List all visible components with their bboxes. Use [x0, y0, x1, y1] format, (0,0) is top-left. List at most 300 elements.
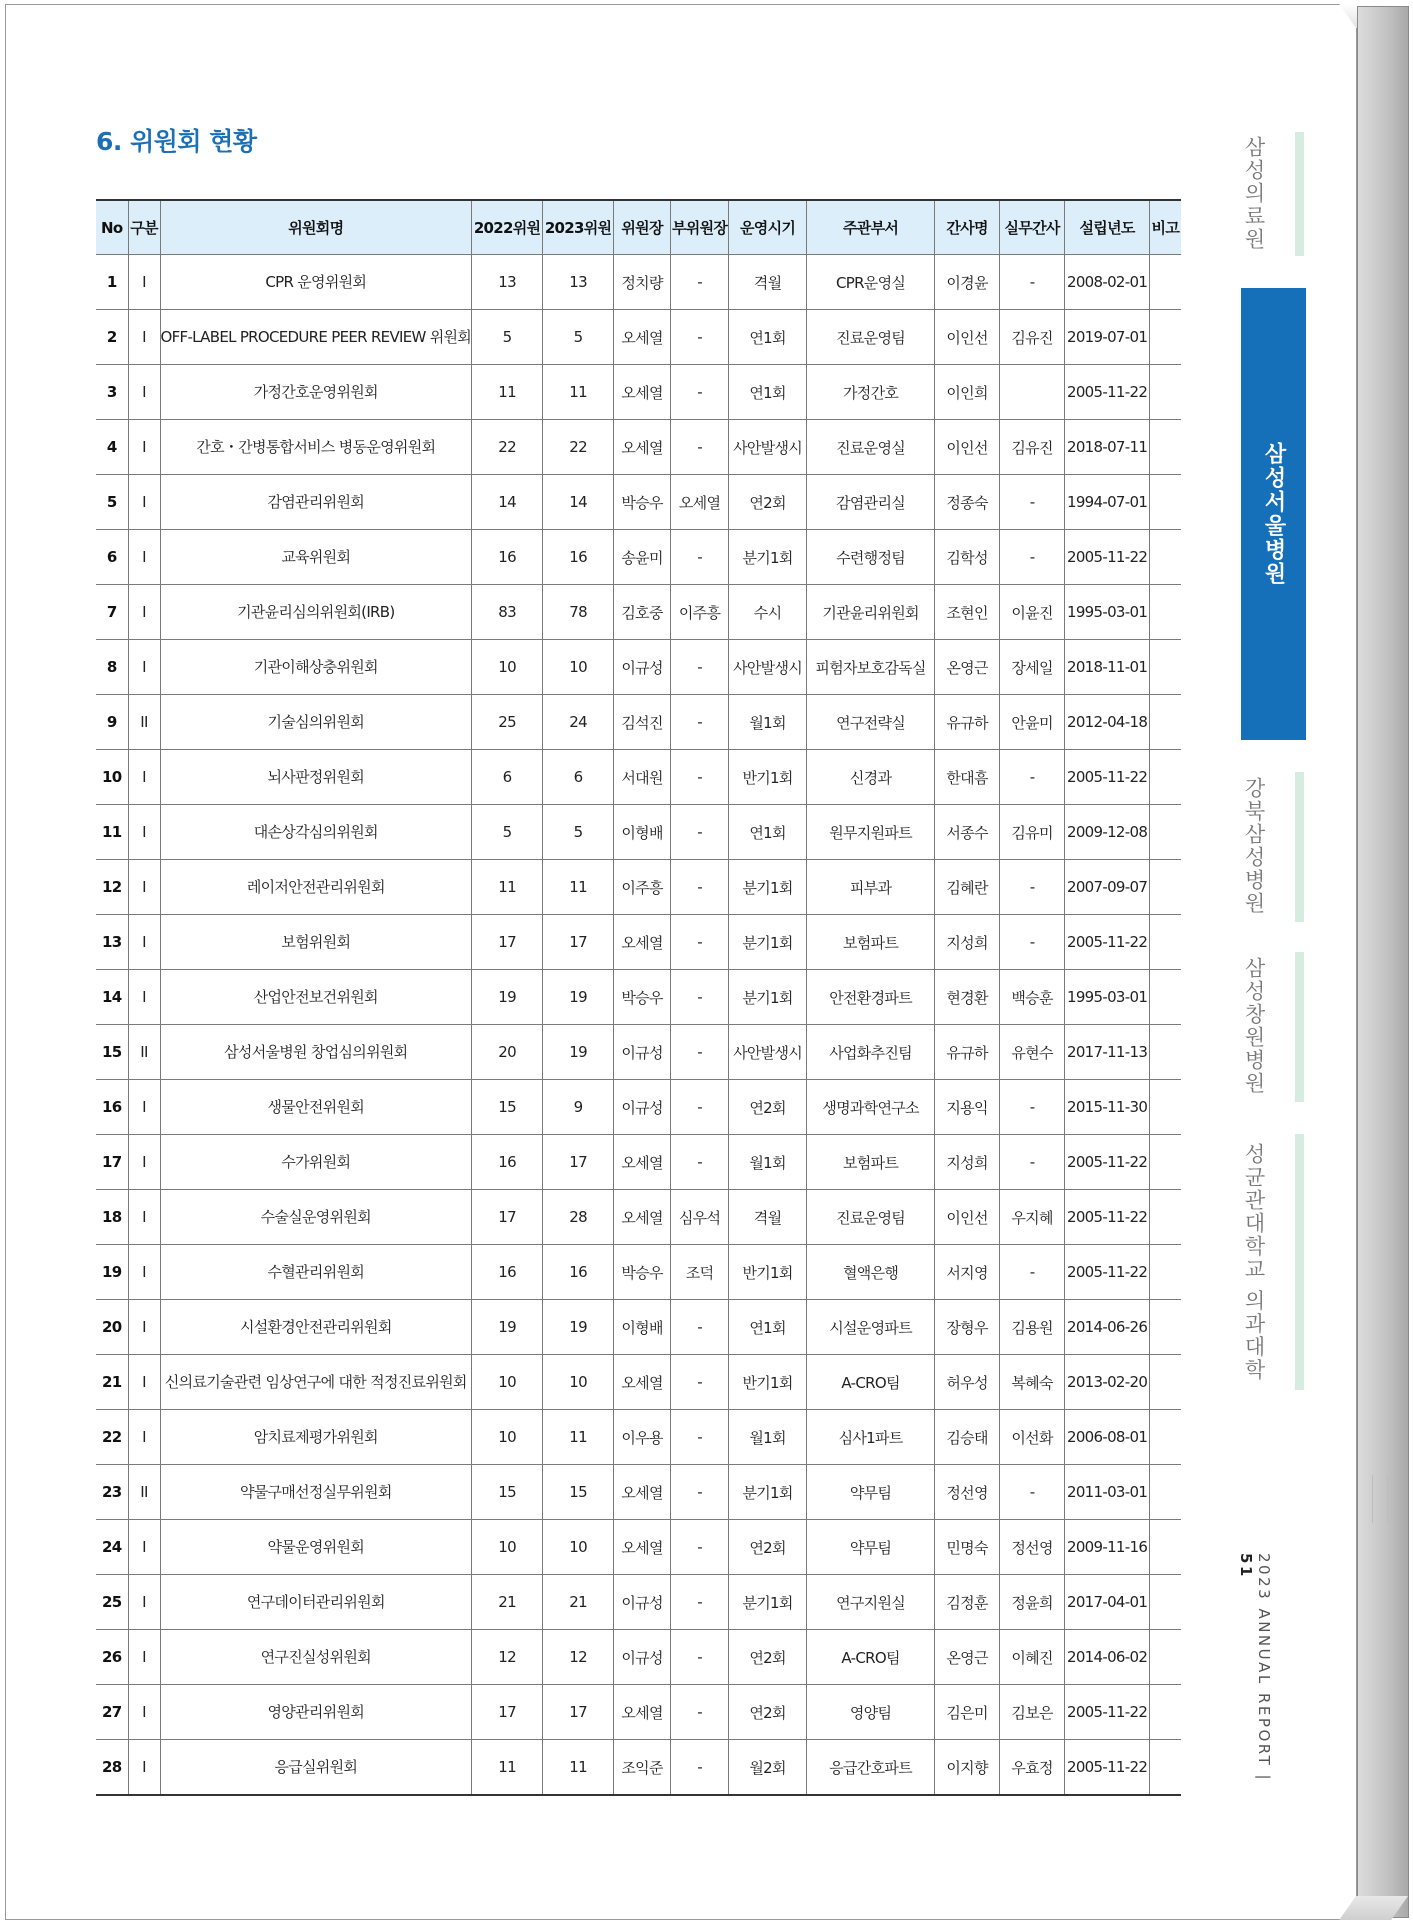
cell-committee-name: 신의료기술관련 임상연구에 대한 적정진료위원회: [160, 1355, 472, 1410]
cell-chair: 김석진: [614, 695, 671, 750]
cell-established: 2005-11-22: [1065, 915, 1150, 970]
cell-committee-name: 수혈관리위원회: [160, 1245, 472, 1300]
cell-department: 응급간호파트: [807, 1740, 935, 1796]
cell-members-2023: 9: [543, 1080, 614, 1135]
cell-no: 26: [96, 1630, 128, 1685]
cell-established: 2007-09-07: [1065, 860, 1150, 915]
cell-members-2023: 17: [543, 1135, 614, 1190]
cell-vice-chair: -: [671, 1080, 729, 1135]
cell-department: 보험파트: [807, 1135, 935, 1190]
header-committee-name: 위원회명: [160, 200, 472, 255]
cell-no: 27: [96, 1685, 128, 1740]
cell-members-2022: 12: [472, 1630, 543, 1685]
cell-department: 약무팀: [807, 1520, 935, 1575]
table-row: [96, 1575, 1181, 1630]
table-row: [96, 1190, 1181, 1245]
cell-chair: 이우용: [614, 1410, 671, 1465]
cell-no: 16: [96, 1080, 128, 1135]
cell-members-2022: 17: [472, 1190, 543, 1245]
table-row: [96, 475, 1181, 530]
table-row: [96, 1630, 1181, 1685]
cell-members-2022: 22: [472, 420, 543, 475]
cell-established: 2015-11-30: [1065, 1080, 1150, 1135]
cell-remarks: [1150, 915, 1181, 970]
cell-members-2023: 16: [543, 1245, 614, 1300]
table-row: [96, 585, 1181, 640]
cell-chair: 박승우: [614, 970, 671, 1025]
cell-working-secretary: -: [1000, 1465, 1065, 1520]
cell-established: 2009-11-16: [1065, 1520, 1150, 1575]
cell-schedule: 사안발생시: [729, 1025, 807, 1080]
cell-secretary: 허우성: [935, 1355, 1000, 1410]
cell-vice-chair: -: [671, 1300, 729, 1355]
cell-secretary: 이경윤: [935, 255, 1000, 310]
cell-category: I: [128, 1355, 160, 1410]
cell-established: 2005-11-22: [1065, 750, 1150, 805]
cell-secretary: 유규하: [935, 695, 1000, 750]
cell-schedule: 연2회: [729, 475, 807, 530]
cell-category: I: [128, 1300, 160, 1355]
cell-no: 20: [96, 1300, 128, 1355]
cell-committee-name: 보험위원회: [160, 915, 472, 970]
cell-remarks: [1150, 1630, 1181, 1685]
cell-committee-name: OFF-LABEL PROCEDURE PEER REVIEW 위원회: [160, 310, 472, 365]
table-row: [96, 750, 1181, 805]
cell-chair: 이형배: [614, 805, 671, 860]
cell-chair: 이규성: [614, 640, 671, 695]
cell-members-2022: 15: [472, 1465, 543, 1520]
cell-secretary: 서지영: [935, 1245, 1000, 1300]
cell-secretary: 온영근: [935, 1630, 1000, 1685]
cell-members-2022: 11: [472, 1740, 543, 1796]
cell-secretary: 이인선: [935, 420, 1000, 475]
cell-remarks: [1150, 750, 1181, 805]
cell-schedule: 반기1회: [729, 1355, 807, 1410]
cell-committee-name: 기술심의위원회: [160, 695, 472, 750]
cell-committee-name: 생물안전위원회: [160, 1080, 472, 1135]
cell-chair: 오세열: [614, 1520, 671, 1575]
cell-working-secretary: 이윤진: [1000, 585, 1065, 640]
cell-secretary: 이인선: [935, 1190, 1000, 1245]
sidebar-item-samsung-changwon-hospital[interactable]: [1230, 950, 1278, 1102]
cell-vice-chair: -: [671, 530, 729, 585]
cell-department: 영양팀: [807, 1685, 935, 1740]
cell-established: 2009-12-08: [1065, 805, 1150, 860]
cell-schedule: 월1회: [729, 1410, 807, 1465]
cell-committee-name: 약물운영위원회: [160, 1520, 472, 1575]
cell-secretary: 현경환: [935, 970, 1000, 1025]
cell-department: 수련행정팀: [807, 530, 935, 585]
cell-department: 피부과: [807, 860, 935, 915]
cell-remarks: [1150, 1300, 1181, 1355]
cell-established: 1995-03-01: [1065, 970, 1150, 1025]
cell-no: 7: [96, 585, 128, 640]
cell-schedule: 연1회: [729, 310, 807, 365]
table-row: [96, 255, 1181, 310]
cell-category: II: [128, 1025, 160, 1080]
cell-members-2023: 5: [543, 805, 614, 860]
cell-vice-chair: -: [671, 1135, 729, 1190]
cell-category: II: [128, 695, 160, 750]
sidebar-item-skku-medicine[interactable]: [1230, 1132, 1278, 1392]
cell-working-secretary: 김유진: [1000, 420, 1065, 475]
cell-working-secretary: 이혜진: [1000, 1630, 1065, 1685]
cell-secretary: 정종숙: [935, 475, 1000, 530]
cell-category: I: [128, 1135, 160, 1190]
cell-working-secretary: 정윤희: [1000, 1575, 1065, 1630]
cell-vice-chair: 오세열: [671, 475, 729, 530]
cell-working-secretary: 김보은: [1000, 1685, 1065, 1740]
table-row: [96, 1685, 1181, 1740]
sidebar-item-kangbuk-samsung-hospital[interactable]: [1230, 770, 1278, 922]
cell-category: I: [128, 530, 160, 585]
table-row: [96, 915, 1181, 970]
cell-committee-name: 감염관리위원회: [160, 475, 472, 530]
table-row: [96, 1465, 1181, 1520]
cell-remarks: [1150, 1465, 1181, 1520]
cell-category: I: [128, 915, 160, 970]
cell-vice-chair: -: [671, 365, 729, 420]
cell-no: 17: [96, 1135, 128, 1190]
table-row: [96, 1740, 1181, 1796]
cell-no: 22: [96, 1410, 128, 1465]
cell-working-secretary: -: [1000, 255, 1065, 310]
cell-schedule: 반기1회: [729, 1245, 807, 1300]
cell-members-2023: 13: [543, 255, 614, 310]
cell-members-2023: 21: [543, 1575, 614, 1630]
cell-committee-name: 암치료제평가위원회: [160, 1410, 472, 1465]
section-title: 6. 위원회 현황: [96, 127, 257, 156]
cell-no: 1: [96, 255, 128, 310]
sidebar-item-label: 삼성창원병원: [1242, 957, 1266, 1095]
cell-department: 피험자보호감독실: [807, 640, 935, 695]
cell-secretary: 지성희: [935, 1135, 1000, 1190]
cell-members-2023: 19: [543, 1025, 614, 1080]
cell-department: 신경과: [807, 750, 935, 805]
cell-remarks: [1150, 1740, 1181, 1796]
report-label: 2023 ANNUAL REPORT |: [1255, 1553, 1273, 1783]
cell-working-secretary: -: [1000, 750, 1065, 805]
cell-department: 진료운영실: [807, 420, 935, 475]
cell-vice-chair: -: [671, 1465, 729, 1520]
cell-members-2023: 19: [543, 1300, 614, 1355]
cell-working-secretary: -: [1000, 1080, 1065, 1135]
cell-remarks: [1150, 255, 1181, 310]
sidebar-item-samsung-seoul-hospital[interactable]: [1241, 288, 1306, 740]
cell-committee-name: 가정간호운영위원회: [160, 365, 472, 420]
cell-established: 2019-07-01: [1065, 310, 1150, 365]
cell-no: 14: [96, 970, 128, 1025]
cell-established: 2018-07-11: [1065, 420, 1150, 475]
cell-secretary: 한대흠: [935, 750, 1000, 805]
cell-secretary: 민명숙: [935, 1520, 1000, 1575]
header-established: 설립년도: [1065, 200, 1150, 255]
cell-schedule: 연2회: [729, 1080, 807, 1135]
cell-vice-chair: -: [671, 1410, 729, 1465]
cell-committee-name: 뇌사판정위원회: [160, 750, 472, 805]
cell-committee-name: 연구진실성위원회: [160, 1630, 472, 1685]
cell-vice-chair: 조덕: [671, 1245, 729, 1300]
cell-schedule: 격월: [729, 255, 807, 310]
cell-committee-name: 교육위원회: [160, 530, 472, 585]
cell-no: 13: [96, 915, 128, 970]
cell-members-2023: 17: [543, 915, 614, 970]
cell-committee-name: 대손상각심의위원회: [160, 805, 472, 860]
table-row: [96, 1025, 1181, 1080]
cell-department: 생명과학연구소: [807, 1080, 935, 1135]
cell-established: 2005-11-22: [1065, 1135, 1150, 1190]
cell-working-secretary: 김용원: [1000, 1300, 1065, 1355]
cell-category: I: [128, 255, 160, 310]
cell-category: I: [128, 860, 160, 915]
sidebar-item-label: 강북삼성병원: [1242, 777, 1266, 915]
cell-remarks: [1150, 1025, 1181, 1080]
cell-vice-chair: -: [671, 1025, 729, 1080]
cell-remarks: [1150, 1355, 1181, 1410]
cell-established: 2012-04-18: [1065, 695, 1150, 750]
page-edge-marks: [1372, 1475, 1388, 1523]
cell-remarks: [1150, 695, 1181, 750]
cell-established: 2014-06-02: [1065, 1630, 1150, 1685]
cell-members-2023: 11: [543, 1740, 614, 1796]
cell-schedule: 연2회: [729, 1630, 807, 1685]
sidebar-item-label: 삼성의료원: [1242, 135, 1266, 251]
cell-department: 약무팀: [807, 1465, 935, 1520]
cell-department: A-CRO팀: [807, 1630, 935, 1685]
cell-members-2023: 10: [543, 1520, 614, 1575]
cell-established: 2013-02-20: [1065, 1355, 1150, 1410]
header-schedule: 운영시기: [729, 200, 807, 255]
header-vice-chair: 부위원장: [671, 200, 729, 255]
cell-category: I: [128, 585, 160, 640]
cell-chair: 이규성: [614, 1080, 671, 1135]
cell-committee-name: 수술실운영위원회: [160, 1190, 472, 1245]
cell-schedule: 격월: [729, 1190, 807, 1245]
cell-members-2022: 20: [472, 1025, 543, 1080]
cell-members-2023: 10: [543, 640, 614, 695]
cell-vice-chair: -: [671, 1630, 729, 1685]
cell-committee-name: 레이저안전관리위원회: [160, 860, 472, 915]
cell-chair: 송윤미: [614, 530, 671, 585]
cell-department: CPR운영실: [807, 255, 935, 310]
cell-schedule: 연1회: [729, 1300, 807, 1355]
cell-vice-chair: -: [671, 1685, 729, 1740]
cell-category: II: [128, 1465, 160, 1520]
cell-chair: 오세열: [614, 1135, 671, 1190]
cell-vice-chair: -: [671, 1740, 729, 1796]
header-working-secretary: 실무간사: [1000, 200, 1065, 255]
cell-remarks: [1150, 420, 1181, 475]
table-row: [96, 640, 1181, 695]
cell-members-2022: 11: [472, 860, 543, 915]
cell-remarks: [1150, 970, 1181, 1025]
cell-committee-name: 약물구매선정실무위원회: [160, 1465, 472, 1520]
header-remarks: 비고: [1150, 200, 1181, 255]
cell-department: 연구지원실: [807, 1575, 935, 1630]
cell-vice-chair: -: [671, 860, 729, 915]
cell-remarks: [1150, 1080, 1181, 1135]
cell-members-2022: 15: [472, 1080, 543, 1135]
cell-no: 12: [96, 860, 128, 915]
cell-members-2022: 16: [472, 1245, 543, 1300]
cell-category: I: [128, 640, 160, 695]
cell-secretary: 지성희: [935, 915, 1000, 970]
cell-secretary: 온영근: [935, 640, 1000, 695]
cell-established: 2005-11-22: [1065, 1740, 1150, 1796]
cell-remarks: [1150, 1520, 1181, 1575]
cell-category: I: [128, 310, 160, 365]
cell-working-secretary: 복혜숙: [1000, 1355, 1065, 1410]
cell-chair: 오세열: [614, 310, 671, 365]
header-category: 구분: [128, 200, 160, 255]
cell-chair: 오세열: [614, 1685, 671, 1740]
cell-no: 10: [96, 750, 128, 805]
cell-no: 15: [96, 1025, 128, 1080]
cell-established: 2005-11-22: [1065, 530, 1150, 585]
cell-no: 8: [96, 640, 128, 695]
table-row: [96, 695, 1181, 750]
cell-members-2023: 10: [543, 1355, 614, 1410]
cell-members-2023: 16: [543, 530, 614, 585]
cell-no: 11: [96, 805, 128, 860]
cell-members-2022: 10: [472, 640, 543, 695]
cell-committee-name: 기관윤리심의위원회(IRB): [160, 585, 472, 640]
header-no: No: [96, 200, 128, 255]
cell-chair: 박승우: [614, 1245, 671, 1300]
sidebar-indicator-bar: [1295, 952, 1304, 1102]
cell-department: 진료운영팀: [807, 310, 935, 365]
table-row: [96, 1080, 1181, 1135]
cell-chair: 이규성: [614, 1025, 671, 1080]
cell-members-2023: 5: [543, 310, 614, 365]
cell-no: 4: [96, 420, 128, 475]
cell-committee-name: 산업안전보건위원회: [160, 970, 472, 1025]
cell-department: 연구전략실: [807, 695, 935, 750]
cell-committee-name: 시설환경안전관리위원회: [160, 1300, 472, 1355]
header-members-2023: 2023위원: [543, 200, 614, 255]
cell-working-secretary: 안윤미: [1000, 695, 1065, 750]
annual-report-footer: [1237, 1553, 1273, 1793]
cell-no: 25: [96, 1575, 128, 1630]
cell-members-2022: 13: [472, 255, 543, 310]
cell-members-2022: 10: [472, 1520, 543, 1575]
table-row: [96, 860, 1181, 915]
cell-remarks: [1150, 1135, 1181, 1190]
cell-members-2022: 17: [472, 915, 543, 970]
cell-no: 9: [96, 695, 128, 750]
cell-remarks: [1150, 310, 1181, 365]
cell-members-2022: 5: [472, 310, 543, 365]
cell-remarks: [1150, 805, 1181, 860]
sidebar-item-label: 성균관대학교 의과대학: [1242, 1142, 1266, 1382]
cell-department: 안전환경파트: [807, 970, 935, 1025]
cell-no: 23: [96, 1465, 128, 1520]
cell-established: 2017-11-13: [1065, 1025, 1150, 1080]
cell-members-2023: 15: [543, 1465, 614, 1520]
cell-committee-name: 간호・간병통합서비스 병동운영위원회: [160, 420, 472, 475]
cell-schedule: 연1회: [729, 365, 807, 420]
cell-working-secretary: [1000, 365, 1065, 420]
cell-remarks: [1150, 640, 1181, 695]
sidebar-item-samsung-medical-center[interactable]: [1230, 130, 1278, 256]
table-body: [96, 255, 1181, 1796]
cell-chair: 서대원: [614, 750, 671, 805]
cell-secretary: 장형우: [935, 1300, 1000, 1355]
cell-department: 원무지원파트: [807, 805, 935, 860]
cell-vice-chair: -: [671, 310, 729, 365]
table-row: [96, 1355, 1181, 1410]
cell-chair: 오세열: [614, 1465, 671, 1520]
cell-schedule: 사안발생시: [729, 420, 807, 475]
cell-chair: 오세열: [614, 1355, 671, 1410]
cell-members-2022: 25: [472, 695, 543, 750]
cell-chair: 오세열: [614, 1190, 671, 1245]
cell-schedule: 수시: [729, 585, 807, 640]
cell-department: 가정간호: [807, 365, 935, 420]
cell-chair: 이주흥: [614, 860, 671, 915]
cell-members-2022: 10: [472, 1410, 543, 1465]
cell-vice-chair: -: [671, 1355, 729, 1410]
cell-members-2022: 5: [472, 805, 543, 860]
cell-secretary: 김승태: [935, 1410, 1000, 1465]
cell-members-2023: 17: [543, 1685, 614, 1740]
cell-members-2022: 19: [472, 970, 543, 1025]
cell-members-2023: 12: [543, 1630, 614, 1685]
cell-vice-chair: 이주흥: [671, 585, 729, 640]
cell-committee-name: 연구데이터관리위원회: [160, 1575, 472, 1630]
cell-category: I: [128, 1520, 160, 1575]
table-row: [96, 1410, 1181, 1465]
cell-department: 혈액은행: [807, 1245, 935, 1300]
cell-schedule: 분기1회: [729, 860, 807, 915]
cell-no: 5: [96, 475, 128, 530]
cell-category: I: [128, 970, 160, 1025]
cell-secretary: 이인선: [935, 310, 1000, 365]
cell-no: 28: [96, 1740, 128, 1796]
cell-members-2022: 19: [472, 1300, 543, 1355]
cell-chair: 이규성: [614, 1575, 671, 1630]
cell-chair: 이규성: [614, 1630, 671, 1685]
cell-category: I: [128, 1245, 160, 1300]
cell-schedule: 사안발생시: [729, 640, 807, 695]
cell-no: 21: [96, 1355, 128, 1410]
page-stack-edge: [1357, 6, 1409, 1918]
cell-category: I: [128, 1575, 160, 1630]
header-chair: 위원장: [614, 200, 671, 255]
cell-members-2022: 16: [472, 530, 543, 585]
cell-remarks: [1150, 860, 1181, 915]
cell-secretary: 이지향: [935, 1740, 1000, 1796]
cell-members-2023: 6: [543, 750, 614, 805]
cell-remarks: [1150, 1410, 1181, 1465]
cell-vice-chair: -: [671, 805, 729, 860]
cell-schedule: 연2회: [729, 1685, 807, 1740]
cell-department: 시설운영파트: [807, 1300, 935, 1355]
cell-established: 2008-02-01: [1065, 255, 1150, 310]
cell-schedule: 분기1회: [729, 915, 807, 970]
cell-vice-chair: -: [671, 640, 729, 695]
cell-category: I: [128, 1080, 160, 1135]
table-row: [96, 1300, 1181, 1355]
table-row: [96, 310, 1181, 365]
cell-secretary: 김은미: [935, 1685, 1000, 1740]
table-row: [96, 1245, 1181, 1300]
cell-members-2023: 11: [543, 365, 614, 420]
cell-secretary: 김학성: [935, 530, 1000, 585]
cell-secretary: 서종수: [935, 805, 1000, 860]
cell-schedule: 월2회: [729, 1740, 807, 1796]
header-members-2022: 2022위원: [472, 200, 543, 255]
